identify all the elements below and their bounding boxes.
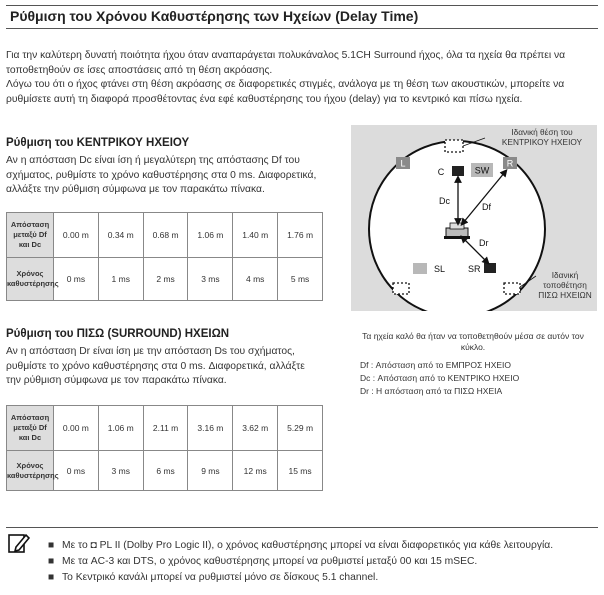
distance-cell: 1.76 m [278, 213, 323, 258]
center-section-heading: Ρύθμιση του ΚΕΝΤΡΙΚΟΥ ΗΧΕΙΟΥ [6, 137, 190, 149]
distance-cell: 2.11 m [143, 406, 188, 451]
label-dc: Dc [439, 196, 450, 206]
distance-cell: 3.62 m [233, 406, 278, 451]
intro-line: ρυθμίσετε αυτή τη διαφορά προσθέτοντας ένα εφέ καθυστέρησης του ήχου (delay) για το κεντρικό και πίσω ηχεία. [6, 93, 523, 105]
notes-list [48, 538, 553, 586]
row-header-distance: Απόσταση μεταξύ Df και Dc [7, 213, 54, 258]
center-text-line: Αν η απόσταση Dc είναι ίση ή μεγαλύτερη της απόστασης Df του [6, 155, 300, 166]
legend-dr: Dr : Η απόσταση από τα ΠΙΣΩ ΗΧΕΙΑ [360, 386, 503, 396]
delay-cell: 3 ms [188, 258, 233, 301]
ideal-center-speaker [445, 140, 463, 152]
center-section-text [6, 154, 316, 198]
surround-delay-table [6, 405, 323, 491]
table-row [7, 406, 323, 451]
ideal-rear-left-speaker [393, 283, 409, 294]
table-row [7, 213, 323, 258]
surround-section-heading: Ρύθμιση του ΠΙΣΩ (SURROUND) ΗΧΕΙΩΝ [6, 328, 230, 340]
speaker-sw-label: SW [474, 165, 490, 176]
speaker-sl [413, 263, 427, 274]
speaker-sl-label: SL [434, 264, 446, 274]
delay-cell: 5 ms [278, 258, 323, 301]
row-header-distance: Απόσταση μεταξύ Df και Dc [7, 406, 54, 451]
distance-cell: 0.00 m [54, 213, 99, 258]
distance-cell: 1.06 m [98, 406, 143, 451]
surround-section-text [6, 345, 305, 389]
center-text-line: αλλάξτε την ρύθμιση σύμφωνα με τον παρακάτω πίνακα. [6, 184, 265, 195]
table-row [7, 451, 323, 491]
distance-cell: 0.68 m [143, 213, 188, 258]
speaker-sr-label: SR [468, 264, 481, 274]
ideal-center-callout: Ιδανική θέση του ΚΕΝΤΡΙΚΟΥ ΗΧΕΙΟΥ [501, 127, 583, 147]
legend-dc: Dc : Απόσταση από το ΚΕΝΤΡΙΚΟ ΗΧΕΙΟ [360, 373, 520, 383]
intro-line: Για την καλύτερη δυνατή ποιότητα ήχου όταν αναπαράγεται πολυκάναλος 5.1CH Surround ήχος, όλα τα ηχεία θα πρέπει να [6, 50, 566, 61]
intro-paragraph [6, 49, 598, 107]
note-text: Το Κεντρικό κανάλι μπορεί να ρυθμιστεί μόνο σε δίσκους 5.1 channel. [62, 572, 379, 583]
section-title-bar [6, 5, 598, 29]
surround-text-line: την ρύθμιση σύμφωνα με τον παρακάτω πίνακα. [6, 375, 227, 386]
label-df: Df [482, 202, 491, 212]
delay-cell: 1 ms [98, 258, 143, 301]
note-bullet: ■ [48, 540, 55, 551]
page-title: Ρύθμιση του Χρόνου Καθυστέρησης των Ηχείων (Delay Time) [10, 8, 419, 24]
distance-cell: 5.29 m [278, 406, 323, 451]
list-item [48, 538, 553, 554]
delay-cell: 12 ms [233, 451, 278, 491]
ideal-rear-right-speaker [504, 283, 520, 294]
ideal-rear-callout: Ιδανική τοποθέτηση ΠΙΣΩ ΗΧΕΙΩΝ [538, 270, 592, 300]
list-item [48, 570, 553, 586]
list-item [48, 554, 553, 570]
diagram-caption: Τα ηχεία καλό θα ήταν να τοποθετηθούν μέσα σε αυτόν τον κύκλο. [362, 331, 584, 352]
row-header-delay: Χρόνος καθυστέρησης [7, 258, 54, 301]
delay-cell: 3 ms [98, 451, 143, 491]
center-delay-table [6, 212, 323, 301]
note-text: Με το ◘ PL II (Dolby Pro Logic II), ο χρόνος καθυστέρησης μπορεί να είναι διαφορετικός για κάθε λειτουργία. [62, 540, 554, 551]
speaker-c-label: C [437, 167, 445, 177]
speaker-l-label: L [400, 158, 406, 169]
delay-cell: 4 ms [233, 258, 278, 301]
intro-line: Λόγω του ότι ο ήχος φτάνει στη θέση ακρόασης σε διαφορετικές στιγμές, ανάλογα με τη θέση των ακουστικών, μπορείτε να [6, 79, 565, 90]
speaker-c [452, 166, 464, 176]
delay-cell: 0 ms [54, 451, 99, 491]
speaker-sr [484, 263, 496, 273]
distance-cell: 1.06 m [188, 213, 233, 258]
note-bullet: ■ [48, 556, 55, 567]
delay-cell: 6 ms [143, 451, 188, 491]
distance-cell: 3.16 m [188, 406, 233, 451]
delay-cell: 2 ms [143, 258, 188, 301]
delay-cell: 0 ms [54, 258, 99, 301]
speaker-r-label: R [506, 158, 514, 169]
surround-text-line: Αν η απόσταση Dr είναι ίση με την απόσταση Ds του σχήματος, [6, 346, 295, 357]
center-text-line: σχήματος, ρυθμίστε το χρόνο καθυστέρησης στα 0 ms. Διαφορετικά, [6, 169, 317, 181]
intro-line: τοποθετηθούν σε ίσες αποστάσεις από τη θέση ακρόασης. [6, 64, 273, 76]
label-dr: Dr [479, 238, 489, 248]
surround-text-line: ρυθμίστε το χρόνο καθυστέρησης στα 0 ms. Διαφορετικά, αλλάξτε [6, 360, 305, 372]
distance-cell: 0.00 m [54, 406, 99, 451]
note-bullet: ■ [48, 572, 55, 583]
speaker-diagram [351, 125, 597, 311]
legend-df: Df : Απόσταση από το ΕΜΠΡΟΣ ΗΧΕΙΟ [360, 360, 512, 370]
note-pencil-icon [8, 532, 30, 554]
note-text: Με τα AC-3 και DTS, ο χρόνος καθυστέρησης μπορεί να ρυθμιστεί μεταξύ 00 και 15 mSEC. [62, 556, 478, 567]
delay-cell: 15 ms [278, 451, 323, 491]
notes-divider [6, 527, 598, 528]
distance-cell: 0.34 m [98, 213, 143, 258]
delay-cell: 9 ms [188, 451, 233, 491]
distance-cell: 1.40 m [233, 213, 278, 258]
table-row [7, 258, 323, 301]
row-header-delay: Χρόνος καθυστέρησης [7, 451, 54, 491]
